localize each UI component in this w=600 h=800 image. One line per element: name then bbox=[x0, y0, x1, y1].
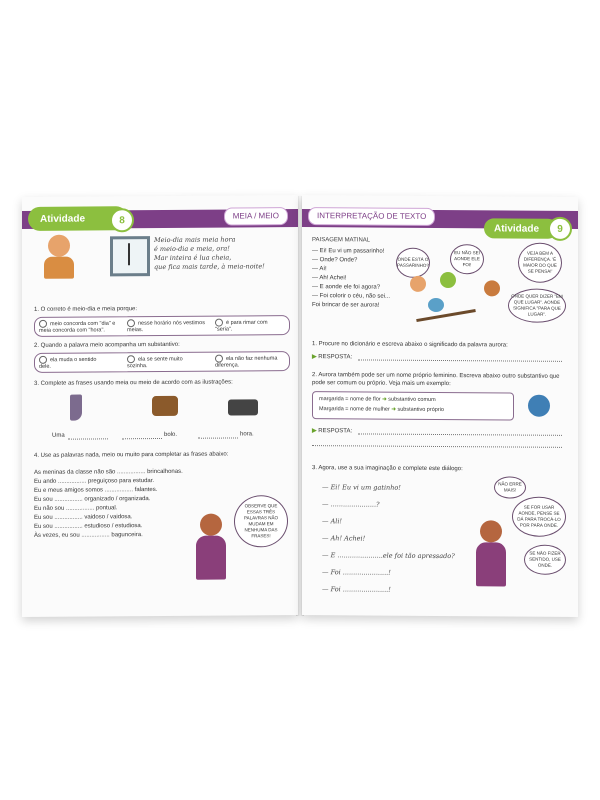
dialog-line: — Onde? Onde? bbox=[312, 257, 358, 264]
dialog-line: — Ah! Achei! bbox=[322, 534, 366, 543]
question-4: 4. Use as palavras nada, meio ou muito para completar as frases abaixo: bbox=[34, 451, 229, 459]
sentence-start: Eu sou bbox=[34, 523, 53, 530]
girl-illustration bbox=[40, 233, 80, 283]
option-label: ela não faz nenhuma diferença. bbox=[215, 355, 278, 370]
poem-line: é meio-dia e meia, ora! bbox=[154, 244, 230, 254]
sentence-start: Eu e meus amigos somos bbox=[34, 487, 104, 494]
activity-label: Atividade bbox=[28, 206, 128, 231]
kids-illustration bbox=[410, 276, 500, 307]
activity-label: Atividade bbox=[484, 218, 558, 239]
sentence-end: bagunceira. bbox=[111, 532, 143, 539]
radio-option[interactable] bbox=[39, 320, 47, 328]
right-page bbox=[302, 195, 578, 617]
example-text: margarida = nome de flor bbox=[319, 396, 381, 403]
poem-line: Meio-dia mais meia hora bbox=[154, 235, 236, 245]
girl-pointing-illustration bbox=[190, 514, 230, 584]
answer-label: ▶ RESPOSTA: bbox=[312, 354, 353, 361]
speech-bubble: VEJA BEM A DIFERENÇA. 'É MAIOR DO QUE SE PENSA!' bbox=[518, 243, 562, 283]
question-1-options bbox=[34, 315, 290, 337]
answer-label-text: RESPOSTA: bbox=[318, 354, 353, 361]
sentence-end: brincalhonas. bbox=[147, 468, 183, 476]
option-label: ela se sente muito sozinha. bbox=[127, 356, 183, 370]
dialog-line[interactable]: — ......................? bbox=[322, 500, 380, 509]
fill-label: Uma bbox=[52, 432, 65, 439]
answer-label: ▶ RESPOSTA: bbox=[312, 428, 353, 435]
fill-label: hora. bbox=[240, 431, 254, 438]
example-result: substantivo comum bbox=[388, 396, 436, 403]
clock-display-icon bbox=[228, 399, 258, 415]
answer-line[interactable] bbox=[198, 437, 238, 438]
example-result: substantivo próprio bbox=[397, 406, 444, 414]
question-2: 2. Quando a palavra meio acompanha um substantivo: bbox=[34, 341, 180, 349]
dialog-line: — Ah! Achei! bbox=[312, 275, 347, 282]
sentence-end: vaidoso / vaidosa. bbox=[84, 514, 133, 521]
sentence-start: Eu ando bbox=[34, 478, 57, 485]
question-3: 3. Agora, use a sua imaginação e complete este diálogo: bbox=[312, 465, 463, 473]
poem bbox=[154, 235, 294, 272]
subtitle: PAISAGEM MATINAL bbox=[312, 237, 371, 244]
activity-number: 9 bbox=[548, 217, 572, 241]
option-label: meio concorda com "dia" e meia concorda com "hora". bbox=[39, 320, 116, 335]
question-1: 1. Procure no dicionário e escreva abaixo o significado da palavra aurora: bbox=[312, 341, 508, 349]
left-page bbox=[22, 195, 298, 617]
speech-bubble: SE NÃO FIZER SENTIDO, USE ONDE. bbox=[524, 545, 566, 575]
activity-number: 8 bbox=[110, 208, 134, 232]
dialog-completion bbox=[322, 479, 492, 599]
example-text: Margarida = nome de mulher bbox=[319, 406, 390, 413]
radio-option[interactable] bbox=[127, 319, 135, 327]
dialog-line[interactable]: — Foi ......................! bbox=[322, 568, 391, 577]
sentence-start: As meninas da classe não são bbox=[34, 469, 116, 476]
radio-option[interactable] bbox=[215, 319, 223, 327]
dialog-line[interactable]: — Foi ......................! bbox=[322, 585, 391, 594]
dialog-line: — Foi colorir o céu, não sei... bbox=[312, 293, 391, 300]
dialog-line: — Ei! Eu vi um passarinho! bbox=[312, 248, 385, 255]
speech-bubble: SE FOR USAR AONDE, PENSE SE DÁ PARA TROCÁ-LO POR PARA ONDE. bbox=[512, 497, 566, 537]
dialog-line[interactable]: — E ......................ele foi tão apressado? bbox=[322, 551, 455, 561]
dialog-line: — Aí! bbox=[312, 266, 327, 273]
fill-label: bolo. bbox=[164, 431, 178, 438]
speech-bubble: EU NÃO SEI AONDE ELE FOI! bbox=[450, 244, 484, 274]
speech-bubble: ONDE ESTÁ O PASSARINHO? bbox=[396, 248, 430, 278]
dialog-line: — Ali! bbox=[322, 517, 343, 526]
bird-icon bbox=[428, 298, 444, 312]
example-box: margarida = nome de flor ➜ substantivo comum Margarida = nome de mulher ➜ substantivo próprio bbox=[312, 391, 514, 420]
sentence-start: Eu sou bbox=[34, 514, 53, 521]
poem-line: Mar inteira é lua cheia, bbox=[154, 253, 232, 263]
dialog-line: Foi brincar de ser aurora! bbox=[312, 302, 380, 309]
sentence-start: Eu sou bbox=[34, 496, 53, 503]
answer-line[interactable] bbox=[358, 359, 562, 361]
speech-bubble: ONDE QUER DIZER "EM QUE LUGAR". AONDE SIGNIFICA "PARA QUE LUGAR". bbox=[508, 288, 566, 322]
question-2: 2. Aurora também pode ser um nome próprio feminino. Escreva abaixo outro substantivo que pode ser comum ou próprio. Veja mais um exemplo: bbox=[312, 372, 560, 388]
speech-bubble: NÃO ERRE MAIS! bbox=[494, 476, 526, 498]
option-label: ela muda o sentido dele. bbox=[39, 356, 97, 371]
cake-icon bbox=[152, 396, 178, 416]
answer-line[interactable] bbox=[122, 438, 162, 439]
question-1: 1. O correto é meio-dia e meia porque: bbox=[34, 306, 138, 313]
sentence-end: pontual. bbox=[96, 505, 118, 512]
poem-line: que fica mais tarde, à meia-noite! bbox=[154, 262, 265, 272]
clock-icon bbox=[110, 236, 150, 276]
sentence-start: Às vezes, eu sou bbox=[34, 532, 80, 539]
answer-line[interactable] bbox=[68, 438, 108, 439]
section-title: MEIA / MEIO bbox=[224, 207, 288, 225]
section-title: INTERPRETAÇÃO DE TEXTO bbox=[308, 207, 435, 226]
question-2-options bbox=[34, 351, 290, 373]
branch-icon bbox=[416, 309, 476, 322]
sentence-list: As meninas da classe não são ................. brincalhonas. Eu ando ................. preguiçoso para estudar. Eu e meus amigos somos ................. falantes. Eu sou ................. organizado / organizada. Eu não sou ................. pontual. Eu sou ................. vaidoso / vaidosa. Eu sou ................. estudioso / estudiosa. Às vezes, eu sou ................. bagunceira. bbox=[34, 468, 183, 539]
option-label: nesse horário nós vestimos meias. bbox=[127, 320, 205, 334]
girl-illustration bbox=[470, 520, 510, 590]
sock-icon bbox=[70, 395, 82, 421]
sentence-end: falantes. bbox=[134, 487, 158, 494]
radio-option[interactable] bbox=[215, 355, 223, 363]
radio-option[interactable] bbox=[127, 355, 135, 363]
speech-bubble: OBSERVE QUE ESSAS TRÊS PALAVRAS NÃO MUDAM EM NENHUMA DAS FRASES! bbox=[234, 495, 288, 547]
question-3: 3. Complete as frases usando meia ou meio de acordo com as ilustrações: bbox=[34, 379, 233, 387]
sentence-start: Eu não sou bbox=[34, 505, 65, 512]
dialog-line: — Ei! Eu vi um gatinho! bbox=[322, 483, 401, 492]
flower-icon bbox=[528, 395, 550, 417]
sentence-end: preguiçoso para estudar. bbox=[88, 478, 155, 485]
dialog-line: — E aonde ele foi agora? bbox=[312, 284, 381, 291]
answer-label-text: RESPOSTA: bbox=[318, 428, 353, 435]
sentence-end: organizado / organizada. bbox=[84, 496, 151, 503]
sentence-end: estudioso / estudiosa. bbox=[84, 523, 143, 530]
radio-option[interactable] bbox=[39, 356, 47, 364]
option-label: é para rimar com "seria". bbox=[215, 319, 268, 334]
answer-line[interactable] bbox=[312, 445, 562, 448]
answer-line[interactable] bbox=[358, 433, 562, 435]
